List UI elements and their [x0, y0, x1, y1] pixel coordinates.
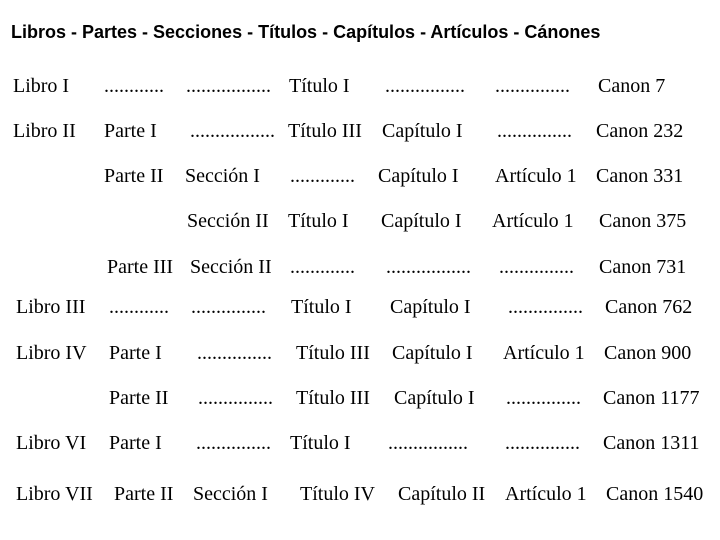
- row-6-parte: Parte I: [109, 342, 162, 364]
- row-5-libro: Libro III: [16, 296, 86, 318]
- row-7-canon: Canon 1177: [603, 387, 700, 409]
- row-1-canon: Canon 232: [596, 120, 684, 142]
- row-0-titulo: Título I: [289, 75, 350, 97]
- row-6-seccion: ...............: [197, 342, 272, 364]
- row-6-capitulo: Capítulo I: [392, 342, 473, 364]
- row-9-canon: Canon 1540: [606, 483, 704, 505]
- row-4-articulo: ...............: [499, 256, 574, 278]
- row-3-capitulo: Capítulo I: [381, 210, 462, 232]
- row-3-seccion: Sección II: [187, 210, 269, 232]
- row-3-articulo: Artículo 1: [492, 210, 574, 232]
- row-0-canon: Canon 7: [598, 75, 666, 97]
- row-9-articulo: Artículo 1: [505, 483, 587, 505]
- header-line: Libros - Partes - Secciones - Títulos - Capítulos - Artículos - Cánones: [11, 22, 601, 42]
- row-1-titulo: Título III: [288, 120, 362, 142]
- row-0-capitulo: ................: [385, 75, 465, 97]
- row-1-seccion: .................: [190, 120, 275, 142]
- row-2-capitulo: Capítulo I: [378, 165, 459, 187]
- row-8-libro: Libro VI: [16, 432, 87, 454]
- row-5-seccion: ...............: [191, 296, 266, 318]
- row-3-canon: Canon 375: [599, 210, 687, 232]
- row-7-titulo: Título III: [296, 387, 370, 409]
- row-6-articulo: Artículo 1: [503, 342, 585, 364]
- row-5-articulo: ...............: [508, 296, 583, 318]
- row-1-parte: Parte I: [104, 120, 157, 142]
- row-5-canon: Canon 762: [605, 296, 693, 318]
- row-1-libro: Libro II: [13, 120, 76, 142]
- row-4-capitulo: .................: [386, 256, 471, 278]
- row-9-capitulo: Capítulo II: [398, 483, 486, 505]
- row-0-articulo: ...............: [495, 75, 570, 97]
- row-4-titulo: .............: [290, 256, 355, 278]
- row-5-titulo: Título I: [291, 296, 352, 318]
- row-0-libro: Libro I: [13, 75, 70, 97]
- row-2-titulo: .............: [290, 165, 355, 187]
- row-2-articulo: Artículo 1: [495, 165, 577, 187]
- row-6-titulo: Título III: [296, 342, 370, 364]
- row-7-articulo: ...............: [506, 387, 581, 409]
- row-9-parte: Parte II: [114, 483, 174, 505]
- row-2-seccion: Sección I: [185, 165, 260, 187]
- row-6-libro: Libro IV: [16, 342, 87, 364]
- row-4-parte: Parte III: [107, 256, 174, 278]
- row-7-seccion: ...............: [198, 387, 273, 409]
- row-8-capitulo: ................: [388, 432, 468, 454]
- row-9-seccion: Sección I: [193, 483, 268, 505]
- row-4-seccion: Sección II: [190, 256, 272, 278]
- row-1-articulo: ...............: [497, 120, 572, 142]
- row-4-canon: Canon 731: [599, 256, 687, 278]
- row-0-seccion: .................: [186, 75, 271, 97]
- row-8-canon: Canon 1311: [603, 432, 700, 454]
- row-5-capitulo: Capítulo I: [390, 296, 471, 318]
- row-5-parte: ............: [109, 296, 169, 318]
- row-7-capitulo: Capítulo I: [394, 387, 475, 409]
- row-7-parte: Parte II: [109, 387, 169, 409]
- row-8-articulo: ...............: [505, 432, 580, 454]
- row-0-parte: ............: [104, 75, 164, 97]
- row-3-titulo: Título I: [288, 210, 349, 232]
- row-2-canon: Canon 331: [596, 165, 684, 187]
- row-8-titulo: Título I: [290, 432, 351, 454]
- row-8-seccion: ...............: [196, 432, 271, 454]
- row-8-parte: Parte I: [109, 432, 162, 454]
- row-6-canon: Canon 900: [604, 342, 692, 364]
- row-9-titulo: Título IV: [300, 483, 375, 505]
- row-9-libro: Libro VII: [16, 483, 93, 505]
- row-2-parte: Parte II: [104, 165, 164, 187]
- row-1-capitulo: Capítulo I: [382, 120, 463, 142]
